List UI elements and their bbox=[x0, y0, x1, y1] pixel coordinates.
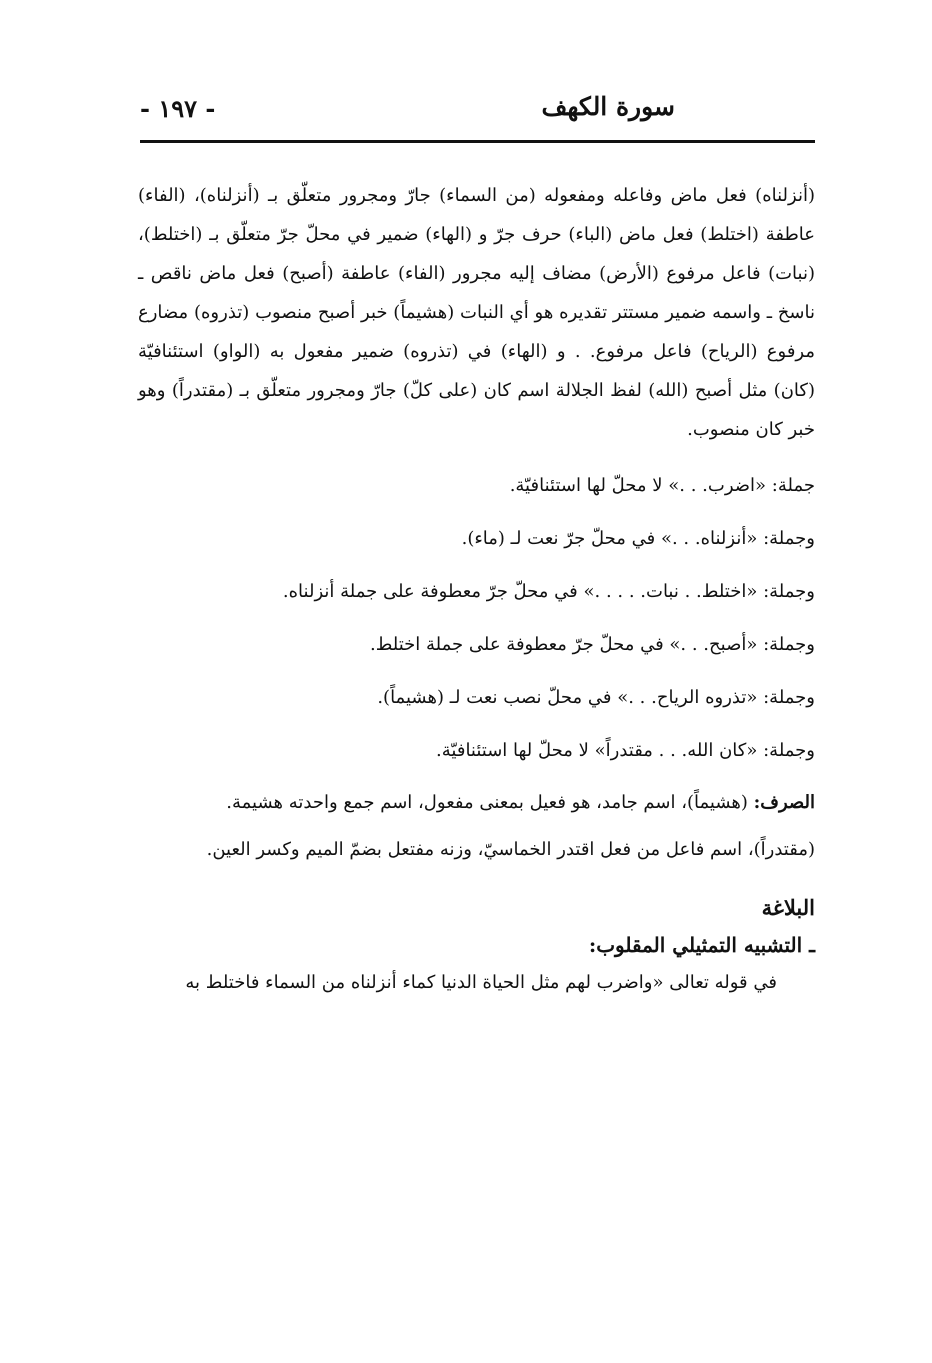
sentence-item: وجملة: «أصبح. . .» في محلّ جرّ معطوفة على جملة اختلط. bbox=[369, 634, 815, 655]
sentence-item: وجملة: «كان الله. . . مقتدراً» لا محلّ لها استئنافيّة. bbox=[436, 740, 815, 761]
page-body bbox=[138, 176, 815, 1001]
header-divider bbox=[140, 140, 815, 143]
sentence-item: جملة: «اضرب. . .» لا محلّ لها استئنافيّة. bbox=[509, 475, 815, 496]
page-number: - ١٩٧ - bbox=[140, 94, 216, 123]
page-header bbox=[140, 92, 815, 140]
sentences-list bbox=[138, 459, 815, 777]
irab-paragraph: (أنزلناه) فعل ماض وفاعله ومفعوله (من السماء) جارّ ومجرور متعلّق بـ (أنزلناه)، (الفاء) عاطفة (اختلط) فعل ماض (الباء) حرف جرّ و (الهاء) ضمير في محلّ جرّ متعلّق بـ (اختلط)، (نبات) فاعل مرفوع (الأرض) مضاف إليه مجرور (الفاء) عاطفة (أصبح) فعل ماض ناقص ـ ناسخ ـ واسمه ضمير مستتر تقديره هو أي النبات (هشيماً) خبر أصبح منصوب (تذروه) مضارع مرفوع (الرياح) فاعل مرفوع. . و (الهاء) في (تذروه) ضمير مفعول به (الواو) استئنافيّة (كان) مثل أصبح (الله) لفظ الجلالة اسم كان (على كلّ) جارّ ومجرور متعلّق بـ (مقتدراً) وهو خبر كان منصوب. bbox=[138, 185, 815, 440]
balagha-heading: البلاغة bbox=[761, 895, 815, 920]
sarf-paragraph bbox=[138, 783, 815, 822]
balagha-subheading: ـ التشبيه التمثيلي المقلوب: bbox=[588, 933, 815, 957]
sarf-paragraph-2: (مقتدراً)، اسم فاعل من فعل اقتدر الخماسيّ، وزنه مفتعل بضمّ الميم وكسر العين. bbox=[206, 839, 815, 860]
sentence-item: وجملة: «تذروه الرياح. . .» في محلّ نصب نعت لـ (هشيماً). bbox=[377, 687, 815, 708]
sarf-label: الصرف: bbox=[753, 792, 815, 813]
balagha-quote-line: في قوله تعالى «واضرب لهم مثل الحياة الدنيا كماء أنزلناه من السماء فاختلط به bbox=[185, 972, 777, 993]
sentence-item: وجملة: «اختلط. . نبات. . . . .» في محلّ جرّ معطوفة على جملة أنزلناه. bbox=[282, 581, 815, 602]
sarf-text: (هشيماً)، اسم جامد، هو فعيل بمعنى مفعول، اسم جمع واحدته هشيمة. bbox=[226, 792, 754, 813]
surah-title: سورة الكهف bbox=[541, 92, 675, 121]
sentence-item: وجملة: «أنزلناه. . .» في محلّ جرّ نعت لـ (ماء). bbox=[461, 528, 815, 549]
